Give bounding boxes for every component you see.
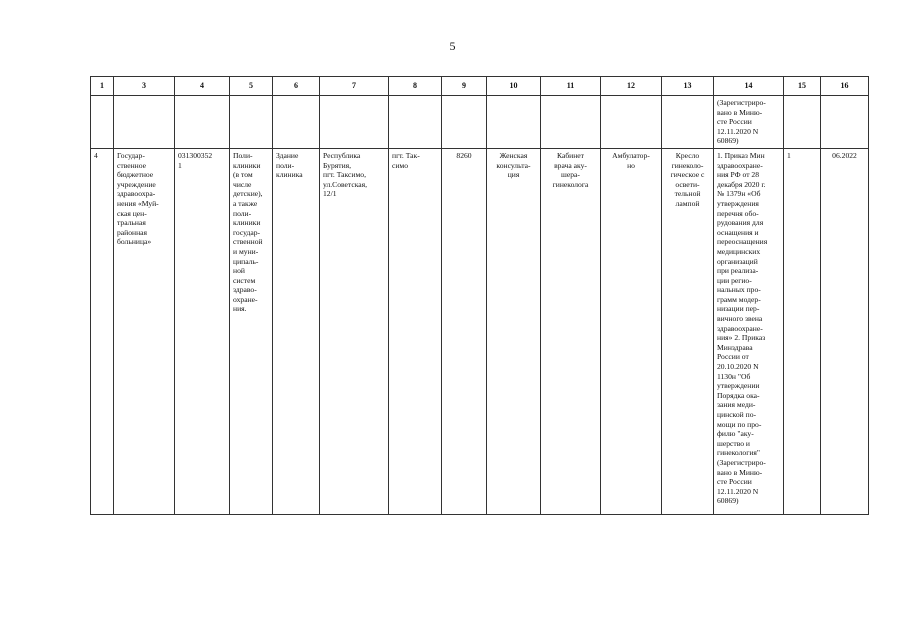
table-cell — [821, 96, 869, 149]
table-cell — [230, 96, 273, 149]
column-header: 8 — [389, 77, 442, 96]
column-header: 12 — [601, 77, 662, 96]
table-cell — [487, 96, 541, 149]
settlement-cell: пгт. Так- симо — [389, 148, 442, 514]
column-header: 3 — [114, 77, 175, 96]
legal-basis-cell: 1. Приказ Мин здравоохране- ния РФ от 28 декабря 2020 г. № 1379н «Об утверждения перечня обо- рудования для оснащения и переоснащения медицинских организаций при реализа- ции регио- нальных про- грамм модер- низации пер- вичного звена здравоохране- ния» 2. Приказ Минздрава России от 20.10.2020 N 1130н "Об утверждении Порядка ока- зания меди- цинской по- мощи по про- филю "аку- шерство и гинекология" (Зарегистриро- вано в Миню- сте России 12.11.2020 N 60869) — [714, 148, 784, 514]
column-header: 11 — [541, 77, 601, 96]
column-header: 15 — [784, 77, 821, 96]
department-cell: Женская консульта- ция — [487, 148, 541, 514]
column-header: 1 — [91, 77, 114, 96]
institution-cell: Государ- ственное бюджетное учреждение здравоохра- нения «Муй- ская цен- тральная районная больница» — [114, 148, 175, 514]
page-number: 5 — [449, 39, 456, 53]
table-cell — [389, 96, 442, 149]
data-table — [90, 76, 869, 515]
table-cell — [541, 96, 601, 149]
care-conditions-cell: Амбулатор- но — [601, 148, 662, 514]
column-header: 10 — [487, 77, 541, 96]
registration-note-cell: (Зарегистриро- вано в Миню- сте России 12.11.2020 N 60869) — [714, 96, 784, 149]
table-cell — [273, 96, 320, 149]
column-header: 16 — [821, 77, 869, 96]
date-cell: 06.2022 — [821, 148, 869, 514]
table-cell — [320, 96, 389, 149]
facility-type-cell: Поли- клиники (в том числе детские), а также поли- клиники государ- ственной и муни- ципаль- ной систем здраво- охране- ния. — [230, 148, 273, 514]
column-header: 6 — [273, 77, 320, 96]
table-cell — [662, 96, 714, 149]
table-cell — [91, 96, 114, 149]
continuation-row — [91, 96, 869, 149]
column-header: 5 — [230, 77, 273, 96]
column-header: 4 — [175, 77, 230, 96]
column-header: 7 — [320, 77, 389, 96]
table-cell — [784, 96, 821, 149]
row-number-cell: 4 — [91, 148, 114, 514]
quantity-cell: 1 — [784, 148, 821, 514]
table-cell — [442, 96, 487, 149]
address-cell: Республика Бурятия, пгт. Таксимо, ул.Советская, 12/1 — [320, 148, 389, 514]
table-row — [91, 148, 869, 514]
table-cell — [114, 96, 175, 149]
equipment-cell: Кресло гинеколо- гическое с освети- тельной лампой — [662, 148, 714, 514]
header-row — [91, 77, 869, 96]
population-cell: 8260 — [442, 148, 487, 514]
building-cell: Здание поли- клиника — [273, 148, 320, 514]
column-header: 13 — [662, 77, 714, 96]
table-cell — [175, 96, 230, 149]
column-header: 14 — [714, 77, 784, 96]
code-cell: 031300352 1 — [175, 148, 230, 514]
office-cell: Кабинет врача аку- шера- гинеколога — [541, 148, 601, 514]
column-header: 9 — [442, 77, 487, 96]
table-cell — [601, 96, 662, 149]
